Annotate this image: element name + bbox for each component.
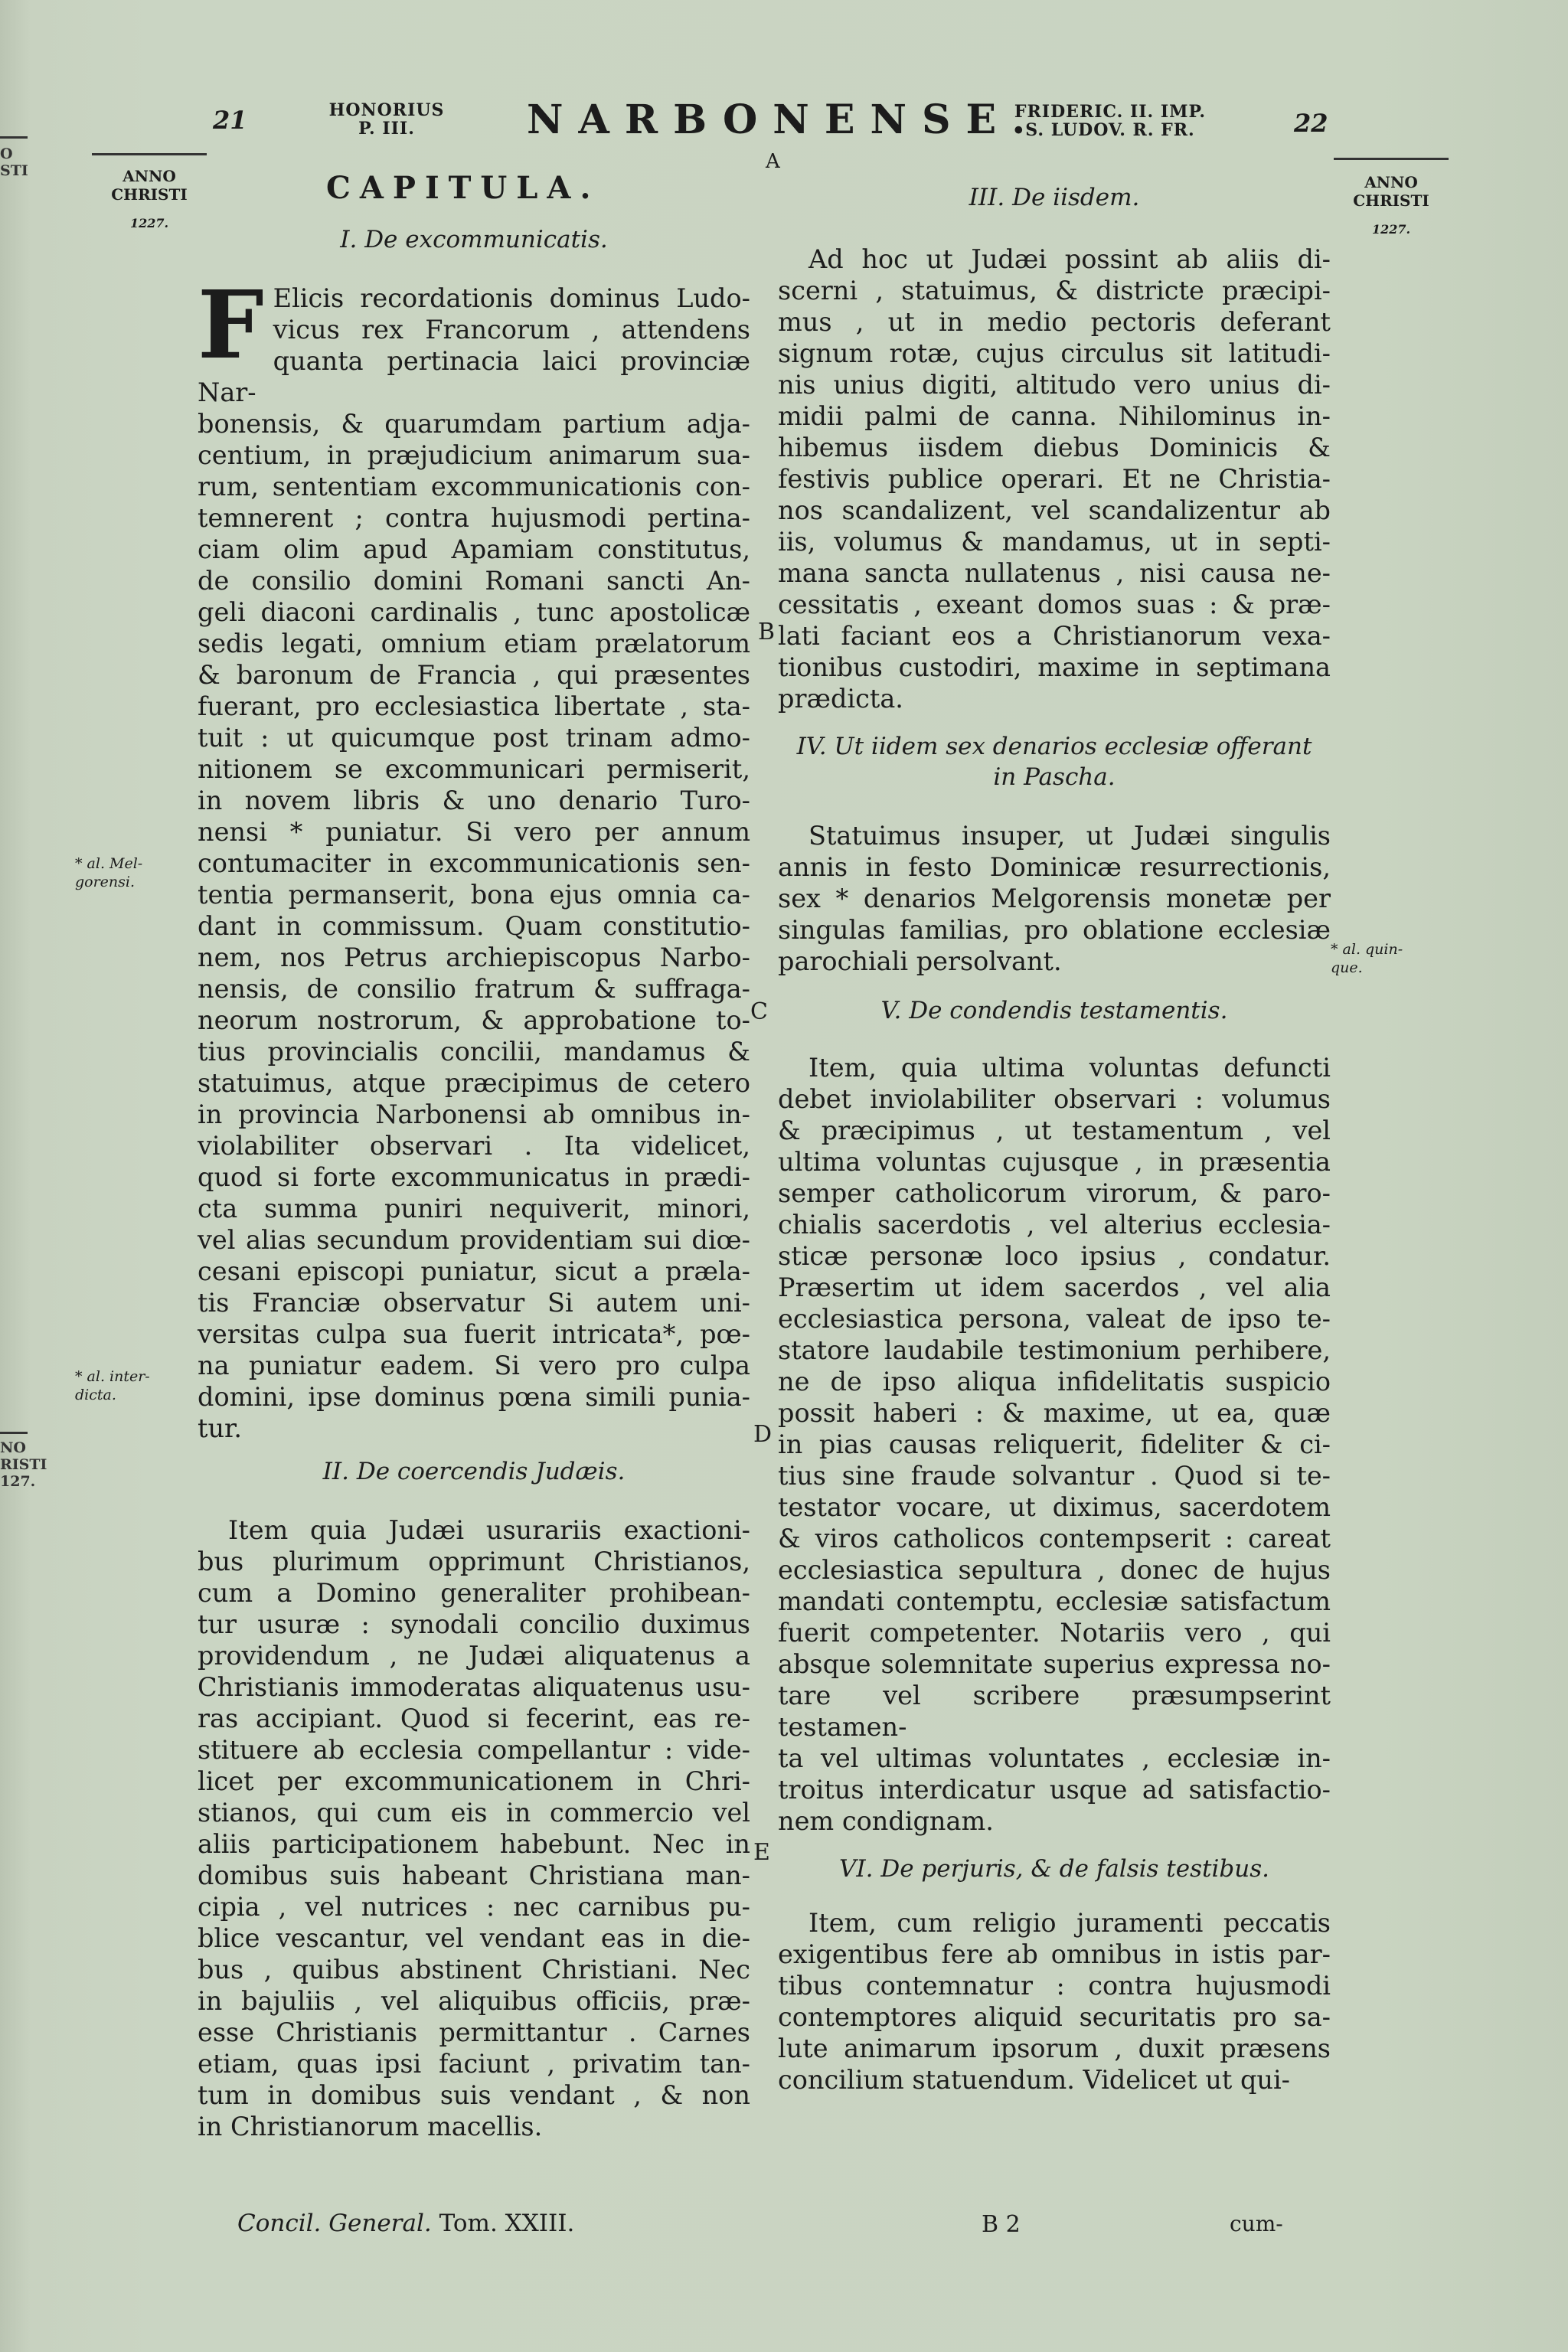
text-line: versitas culpa sua fuerit intricata*, pœ- [198,1319,750,1349]
text-line: & præcipimus , ut testamentum , vel [778,1116,1331,1145]
chapter-1-text [198,270,750,1444]
text-line: bus plurimum opprimunt Christianos, [198,1547,750,1576]
edge-rule-bottom [0,1432,28,1434]
anno-christi-right: ANNO CHRISTI [1353,173,1429,210]
text-line: possit haberi : & maxime, ut ea, quæ [778,1398,1331,1428]
section-marker-a: A [766,150,780,173]
text-line: & baronum de Francia , qui præsentes [198,660,750,690]
drop-cap: F [198,270,264,380]
text-line: in provincia Narbonensi ab omnibus in- [198,1099,750,1129]
text-line: de consilio domini Romani sancti An- [198,566,750,596]
text-line: tuit : ut quicumque post trinam admo- [198,723,750,753]
text-line: festivis publice operari. Et ne Christia- [778,464,1331,494]
text-line: absque solemnitate superius expressa no- [778,1649,1331,1679]
text-line: tibus contemnatur : contra hujusmodi [778,1971,1331,2001]
running-head-right: FRIDERIC. II. IMP. S. LUDOV. R. FR. [1014,102,1207,140]
text-line: nem condignam. [778,1806,994,1836]
text-line: prædicta. [778,684,903,714]
anno-year-left: 1227. [129,216,169,230]
text-line: licet per excommunicationem in Chri- [198,1766,750,1796]
text-line: temnerent ; contra hujusmodi pertina- [198,503,750,533]
text-line: in Christianorum macellis. [198,2112,543,2141]
right-column [778,182,1331,2096]
text-line: ultima voluntas cujusque , in præsentia [778,1147,1331,1177]
catchword: cum- [1230,2211,1283,2236]
text-line: tur usuræ : synodali concilio duximus [198,1609,750,1639]
text-line: in bajuliis , vel aliquibus officiis, præ- [198,1986,750,2016]
text-line: tius provincialis concilii, mandamus & [198,1037,750,1067]
text-line: Elicis recordationis dominus Ludo- [273,283,750,313]
chapter-1-paragraph [198,270,750,1444]
text-line: singulas familias, pro oblatione ecclesiæ [778,915,1331,945]
text-line: stituere ab ecclesia compellantur : vide- [198,1735,750,1765]
text-line: statore laudabile testimonium perhibere, [778,1335,1331,1365]
text-line: tentia permanserit, bona ejus omnia ca- [198,880,750,910]
text-line: in pias causas reliquerit, fideliter & ci- [778,1429,1331,1459]
text-line: stianos, qui cum eis in commercio vel [198,1798,750,1828]
running-head-left: HONORIUS P. III. [328,100,445,139]
text-line: rum, sententiam excommunicationis con- [198,472,750,501]
edge-fragment-top: O STI [0,145,28,179]
chapter-heading-4-line1: IV. Ut iidem sex denarios ecclesiæ offerant [796,733,1312,760]
chapter-heading-1: I. De excommunicatis. [340,226,608,253]
text-line: lati faciant eos a Christianorum vexa- [778,621,1331,651]
text-line: nis unius digiti, altitudo vero unius di- [778,370,1331,400]
text-line: bonensis, & quarumdam partium adja- [198,409,750,439]
text-line: sticæ personæ loco ipsius , condatur. [778,1241,1331,1271]
text-line: hibemus iisdem diebus Dominicis & [778,433,1331,462]
text-line: contemptores aliquid securitatis pro sa- [778,2002,1331,2032]
text-line: sedis legati, omnium etiam prælatorum [198,629,750,658]
text-line: nos scandalizent, vel scandalizentur ab [778,495,1331,525]
text-line: in novem libris & uno denario Turo- [198,786,750,815]
page-number-right: 22 [1294,109,1328,138]
anno-christi-left: ANNO CHRISTI [111,167,188,204]
text-line: iis, volumus & mandamus, ut in septi- [778,527,1331,557]
text-line: mana sancta nullatenus , nisi causa ne- [778,558,1331,588]
text-line: esse Christianis permittantur . Carnes [198,2017,750,2047]
chapter-2-paragraph [198,1514,750,2142]
text-line: Statuimus insuper, ut Judæi singulis [808,821,1331,851]
text-line: cipia , vel nutrices : nec carnibus pu- [198,1892,750,1922]
margin-note-2: * al. inter- dicta. [75,1368,150,1403]
text-line: ne de ipso aliqua infidelitatis suspicio [778,1367,1331,1396]
text-line: & viros catholicos contempserit : careat [778,1524,1331,1553]
text-line: cessitatis , exeant domos suas : & præ- [778,590,1331,619]
chapter-heading-3: III. De iisdem. [969,184,1140,211]
text-line: mus , ut in medio pectoris deferant [778,307,1331,337]
text-line: geli diaconi cardinalis , tunc apostolicæ [198,597,750,627]
text-line: tum in domibus suis vendant , & non [198,2080,750,2110]
footer-tome: Tom. XXIII. [439,2210,575,2237]
text-line: centium, in præjudicium animarum sua- [198,440,750,470]
text-line: blice vescantur, vel vendant eas in die- [198,1923,750,1953]
text-line: sex * denarios Melgorensis monetæ per [778,884,1331,913]
text-line: nensis, de consilio fratrum & suffraga- [198,974,750,1004]
text-line: bus , quibus abstinent Christiani. Nec [198,1955,750,1984]
text-line: violabiliter observari . Ita videlicet, [198,1131,750,1161]
anno-rule-left [92,153,207,155]
text-line: domini, ipse dominus pœna simili punia- [198,1382,750,1412]
page-number-left: 21 [213,106,247,135]
text-line: lute animarum ipsorum , duxit præsens [778,2034,1331,2063]
chapter-heading-4 [778,731,1331,792]
edge-rule-top [0,136,28,139]
text-line: ciam olim apud Apamiam constitutus, [198,534,750,564]
footer-concil: Concil. General. [237,2210,432,2237]
text-line: tionibus custodiri, maxime in septimana [778,652,1331,682]
text-line: Item, quia ultima voluntas defuncti [808,1053,1331,1083]
text-line: tare vel scribere præsumpserint testamen- [778,1681,1331,1742]
signature-mark: B 2 [982,2211,1021,2238]
chapter-heading-6: VI. De perjuris, & de falsis testibus. [839,1855,1269,1883]
text-line: statuimus, atque præcipimus de cetero [198,1068,750,1098]
marker-c: C [750,998,768,1025]
text-line: Ad hoc ut Judæi possint ab aliis di- [808,244,1331,274]
text-line: cta summa puniri nequiverit, minori, [198,1194,750,1223]
text-line: ecclesiastica persona, valeat de ipso te- [778,1304,1331,1334]
text-line: nitionem se excommunicari permiserit, [198,754,750,784]
text-line: providendum , ne Judæi aliquatenus a [198,1641,750,1671]
text-line: testator vocare, ut diximus, sacerdotem [778,1492,1331,1522]
edge-fragment-bottom: NO RISTI 127. [0,1439,47,1490]
text-line: ras accipiant. Quod si fecerint, eas re- [198,1704,750,1733]
text-line: mandati contemptu, ecclesiæ satisfactum [778,1586,1331,1616]
text-line: nem, nos Petrus archiepiscopus Narbo- [198,942,750,972]
text-line: concilium statuendum. Videlicet ut qui- [778,2065,1291,2095]
chapter-4-paragraph [778,820,1331,977]
text-line: cesani episcopi puniatur, sicut a præla- [198,1256,750,1286]
text-line: tius sine fraude solvantur . Quod si te- [778,1461,1331,1491]
left-column [198,170,750,2142]
capitula-heading: CAPITULA. [326,170,600,206]
text-line: nensi * puniatur. Si vero per annum [198,817,750,847]
text-line: semper catholicorum virorum, & paro- [778,1178,1331,1208]
text-line: scerni , statuimus, & districte præcipi- [778,276,1331,305]
text-line: na puniatur eadem. Si vero pro culpa [198,1351,750,1380]
text-line: contumaciter in excommunicationis sen- [198,848,750,878]
text-line: quanta pertinacia laici provinciæ Nar- [198,346,750,407]
chapter-heading-2: II. De coercendis Judæis. [322,1458,626,1485]
text-line: quod si forte excommunicatus in prædi- [198,1162,750,1192]
text-line: Præsertim ut idem sacerdos , vel alia [778,1272,1331,1302]
margin-note-3: * al. quin- que. [1331,941,1403,976]
text-line: ecclesiastica sepultura , donec de hujus [778,1555,1331,1585]
marker-e: E [753,1839,770,1866]
anno-year-right: 1227. [1371,222,1411,237]
text-line: aliis participationem habebunt. Nec in [198,1829,750,1859]
text-line: tur. [198,1413,243,1443]
text-line: fuerant, pro ecclesiastica libertate , sta- [198,691,750,721]
text-line: dant in commissum. Quam constitutio- [198,911,750,941]
marker-d: D [753,1421,773,1448]
text-line: signum rotæ, cujus circulus sit latitudi- [778,338,1331,368]
text-line: vel alias secundum providentiam sui diœ- [198,1225,750,1255]
text-line: cum a Domino generaliter prohibean- [198,1578,750,1608]
chapter-3-paragraph [778,243,1331,714]
chapter-5-paragraph [778,1052,1331,1837]
margin-note-1: * al. Mel- gorensi. [75,855,143,890]
text-line: vicus rex Francorum , attendens [273,315,750,345]
text-line: neorum nostrorum, & approbatione to- [198,1005,750,1035]
anno-rule-right [1334,158,1449,160]
text-line: etiam, quas ipsi faciunt , privatim tan- [198,2049,750,2079]
text-line: troitus interdicatur usque ad satisfactio- [778,1775,1331,1805]
page-title: NARBONENSE. [527,96,1041,143]
chapter-6-paragraph [778,1907,1331,2096]
text-line: midii palmi de canna. Nihilominus in- [778,401,1331,431]
text-line: Item quia Judæi usurariis exactioni- [228,1515,750,1545]
text-line: Item, cum religio juramenti peccatis [808,1908,1331,1938]
text-line: tis Franciæ observatur Si autem uni- [198,1288,750,1318]
footer-reference [237,2210,574,2237]
text-line: parochiali persolvant. [778,946,1062,976]
text-line: chialis sacerdotis , vel alterius ecclesia- [778,1210,1331,1240]
text-line: exigentibus fere ab omnibus in istis par- [778,1939,1331,1969]
text-line: ta vel ultimas voluntates , ecclesiæ in- [778,1743,1331,1773]
marker-b: B [758,619,776,645]
text-line: Christianis immoderatas aliquatenus usu- [198,1672,750,1702]
chapter-heading-5: V. De condendis testamentis. [880,997,1228,1024]
text-line: debet inviolabiliter observari : volumus [778,1084,1331,1114]
text-line: domibus suis habeant Christiana man- [198,1860,750,1890]
text-line: fuerit competenter. Notariis vero , qui [778,1618,1331,1648]
chapter-heading-4-line2: in Pascha. [993,763,1116,791]
text-line: annis in festo Dominicæ resurrectionis, [778,852,1331,882]
